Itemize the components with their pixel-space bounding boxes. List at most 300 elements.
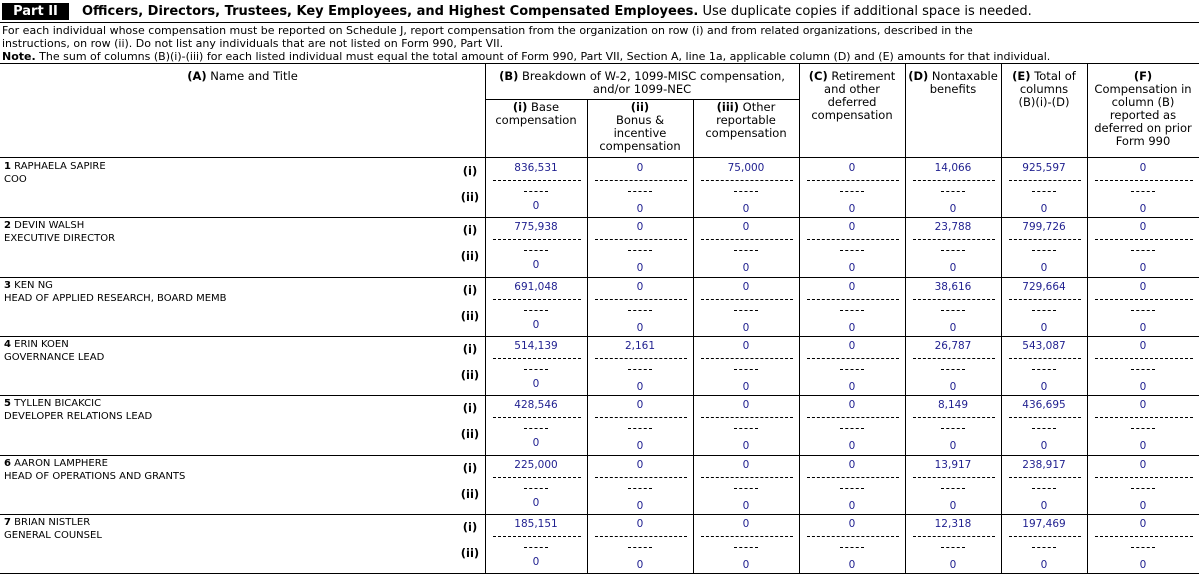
person-name-line bbox=[4, 398, 101, 410]
value-row-i: 0 bbox=[848, 340, 856, 352]
dashed-separator bbox=[524, 369, 548, 370]
dashed-separator bbox=[524, 488, 548, 489]
value-row-ii: 0 bbox=[1040, 440, 1048, 452]
dashed-separator bbox=[734, 310, 758, 311]
dashed-separator bbox=[840, 191, 864, 192]
value-row-i: 0 bbox=[848, 162, 856, 174]
dashed-separator bbox=[628, 547, 652, 548]
dashed-separator bbox=[1032, 310, 1056, 311]
dashed-separator bbox=[701, 180, 793, 181]
col-line bbox=[1001, 63, 1002, 573]
dashed-separator bbox=[524, 428, 548, 429]
dashed-separator bbox=[628, 488, 652, 489]
person-name: TYLLEN BICAKCIC bbox=[14, 398, 102, 409]
value-row-ii: 0 bbox=[1040, 500, 1048, 512]
table-top-border bbox=[0, 63, 1199, 64]
note-label: Note. bbox=[2, 50, 36, 63]
value-row-i: 0 bbox=[848, 281, 856, 293]
value-row-i: 14,066 bbox=[934, 162, 972, 174]
value-row-i: 0 bbox=[848, 399, 856, 411]
row-marker-ii: (ii) bbox=[460, 309, 480, 323]
row-number: 7 bbox=[4, 517, 11, 528]
row-divider bbox=[0, 455, 1199, 456]
value-row-ii: 0 bbox=[532, 319, 540, 331]
divider bbox=[0, 22, 1199, 23]
dashed-separator bbox=[734, 428, 758, 429]
dashed-separator bbox=[941, 428, 965, 429]
row-divider bbox=[0, 395, 1199, 396]
dashed-separator bbox=[807, 417, 899, 418]
dashed-separator bbox=[493, 180, 581, 181]
col-f-header bbox=[1087, 70, 1199, 148]
person-name: AARON LAMPHERE bbox=[14, 458, 108, 469]
value-row-ii: 0 bbox=[636, 203, 644, 215]
person-title: HEAD OF OPERATIONS AND GRANTS bbox=[4, 471, 186, 482]
value-row-i: 0 bbox=[742, 518, 750, 530]
value-row-ii: 0 bbox=[636, 500, 644, 512]
col-d-letter: (D) bbox=[908, 69, 929, 83]
dashed-separator bbox=[840, 250, 864, 251]
value-row-i: 8,149 bbox=[937, 399, 969, 411]
dashed-separator bbox=[807, 299, 899, 300]
dashed-separator bbox=[941, 250, 965, 251]
dashed-separator bbox=[1032, 488, 1056, 489]
dashed-separator bbox=[524, 191, 548, 192]
col-b-header bbox=[485, 70, 799, 96]
value-row-i: 0 bbox=[742, 281, 750, 293]
person-title: GENERAL COUNSEL bbox=[4, 530, 102, 541]
dashed-separator bbox=[807, 536, 899, 537]
value-row-i: 836,531 bbox=[514, 162, 558, 174]
dashed-separator bbox=[493, 358, 581, 359]
value-row-ii: 0 bbox=[742, 203, 750, 215]
row-divider bbox=[0, 217, 1199, 218]
part-title bbox=[82, 3, 1032, 20]
value-row-i: 0 bbox=[636, 518, 644, 530]
dashed-separator bbox=[807, 358, 899, 359]
value-row-ii: 0 bbox=[1139, 440, 1147, 452]
person-title: EXECUTIVE DIRECTOR bbox=[4, 233, 116, 244]
col-b2-text2: incentive bbox=[613, 126, 667, 140]
person-name-line bbox=[4, 280, 53, 292]
row-marker-i: (i) bbox=[462, 342, 478, 356]
dashed-separator bbox=[1032, 191, 1056, 192]
row-marker-i: (i) bbox=[462, 164, 478, 178]
value-row-i: 26,787 bbox=[934, 340, 972, 352]
dashed-separator bbox=[1009, 477, 1081, 478]
col-b1-header bbox=[485, 101, 587, 127]
dashed-separator bbox=[913, 299, 995, 300]
dashed-separator bbox=[913, 239, 995, 240]
col-e-header bbox=[1001, 70, 1087, 109]
row-divider bbox=[0, 336, 1199, 337]
row-marker-ii: (ii) bbox=[460, 487, 480, 501]
value-row-ii: 0 bbox=[636, 322, 644, 334]
col-a-text: Name and Title bbox=[210, 69, 298, 83]
value-row-ii: 0 bbox=[742, 500, 750, 512]
value-row-ii: 0 bbox=[742, 559, 750, 571]
value-row-i: 729,664 bbox=[1022, 281, 1066, 293]
dashed-separator bbox=[628, 191, 652, 192]
dashed-separator bbox=[840, 369, 864, 370]
dashed-separator bbox=[1009, 299, 1081, 300]
value-row-i: 38,616 bbox=[934, 281, 972, 293]
value-row-i: 225,000 bbox=[514, 459, 558, 471]
person-name: BRIAN NISTLER bbox=[14, 517, 91, 528]
value-row-ii: 0 bbox=[949, 322, 957, 334]
row-number: 2 bbox=[4, 220, 11, 231]
person-name: DEVIN WALSH bbox=[14, 220, 85, 231]
value-row-ii: 0 bbox=[532, 437, 540, 449]
row-marker-ii: (ii) bbox=[460, 249, 480, 263]
col-d-header bbox=[905, 70, 1001, 96]
value-row-i: 799,726 bbox=[1022, 221, 1066, 233]
value-row-ii: 0 bbox=[742, 262, 750, 274]
person-name: ERIN KOEN bbox=[14, 339, 69, 350]
col-b1-letter: (i) bbox=[512, 100, 528, 114]
dashed-separator bbox=[628, 369, 652, 370]
person-name-line bbox=[4, 517, 90, 529]
dashed-separator bbox=[701, 239, 793, 240]
value-row-i: 0 bbox=[636, 281, 644, 293]
value-row-ii: 0 bbox=[1139, 381, 1147, 393]
dashed-separator bbox=[913, 358, 995, 359]
col-e-text2: columns bbox=[1019, 82, 1069, 96]
value-row-i: 238,917 bbox=[1022, 459, 1066, 471]
dashed-separator bbox=[628, 310, 652, 311]
col-b1-text2: compensation bbox=[495, 113, 577, 127]
value-row-ii: 0 bbox=[949, 381, 957, 393]
col-b2-header bbox=[587, 101, 693, 153]
instruction-line-1: For each individual whose compensation must be reported on Schedule J, report compensation from the organization on row (i) and from related organizations, described in the bbox=[2, 24, 973, 37]
col-line bbox=[799, 63, 800, 573]
dashed-separator bbox=[840, 488, 864, 489]
dashed-separator bbox=[1131, 428, 1155, 429]
value-row-ii: 0 bbox=[848, 559, 856, 571]
col-f-text1: Compensation in bbox=[1094, 82, 1192, 96]
dashed-separator bbox=[941, 369, 965, 370]
dashed-separator bbox=[1131, 488, 1155, 489]
dashed-separator bbox=[628, 428, 652, 429]
dashed-separator bbox=[913, 477, 995, 478]
value-row-ii: 0 bbox=[848, 262, 856, 274]
dashed-separator bbox=[1131, 547, 1155, 548]
value-row-i: 0 bbox=[1139, 518, 1147, 530]
dashed-separator bbox=[701, 358, 793, 359]
value-row-ii: 0 bbox=[1139, 559, 1147, 571]
value-row-ii: 0 bbox=[1040, 381, 1048, 393]
value-row-ii: 0 bbox=[949, 440, 957, 452]
person-title: COO bbox=[4, 174, 27, 185]
value-row-i: 543,087 bbox=[1022, 340, 1066, 352]
value-row-ii: 0 bbox=[532, 259, 540, 271]
value-row-i: 13,917 bbox=[934, 459, 972, 471]
dashed-separator bbox=[913, 536, 995, 537]
dashed-separator bbox=[1009, 180, 1081, 181]
dashed-separator bbox=[524, 250, 548, 251]
value-row-i: 0 bbox=[1139, 399, 1147, 411]
dashed-separator bbox=[524, 547, 548, 548]
col-b-text1: Breakdown of W-2, 1099-MISC compensation, bbox=[522, 69, 785, 83]
col-c-letter: (C) bbox=[808, 69, 828, 83]
person-name-line bbox=[4, 161, 106, 173]
value-row-i: 0 bbox=[742, 459, 750, 471]
dashed-separator bbox=[734, 488, 758, 489]
dashed-separator bbox=[1131, 310, 1155, 311]
col-b2-text1: Bonus & bbox=[615, 113, 665, 127]
part-heading: Officers, Directors, Trustees, Key Employees, and Highest Compensated Employees. bbox=[82, 4, 699, 19]
value-row-i: 0 bbox=[1139, 221, 1147, 233]
dashed-separator bbox=[701, 299, 793, 300]
value-row-ii: 0 bbox=[848, 381, 856, 393]
value-row-ii: 0 bbox=[949, 262, 957, 274]
col-c-text2: and other bbox=[824, 82, 880, 96]
col-b3-text2: reportable bbox=[716, 113, 776, 127]
col-e-text3: (B)(i)-(D) bbox=[1018, 95, 1070, 109]
note-text: The sum of columns (B)(i)-(iii) for each listed individual must equal the total amount of Form 990, Part VII, Section A, line 1a, applicable column (D) and (E) amounts for that individual. bbox=[39, 50, 1051, 63]
value-row-i: 0 bbox=[848, 518, 856, 530]
dashed-separator bbox=[493, 477, 581, 478]
value-row-ii: 0 bbox=[1139, 322, 1147, 334]
dashed-separator bbox=[1095, 417, 1193, 418]
value-row-i: 0 bbox=[1139, 340, 1147, 352]
value-row-ii: 0 bbox=[1040, 559, 1048, 571]
dashed-separator bbox=[1009, 536, 1081, 537]
person-title: HEAD OF APPLIED RESEARCH, BOARD MEMB bbox=[4, 293, 227, 304]
dashed-separator bbox=[595, 536, 687, 537]
header-bottom-border bbox=[0, 157, 1199, 158]
row-number: 4 bbox=[4, 339, 11, 350]
value-row-i: 75,000 bbox=[727, 162, 765, 174]
row-marker-i: (i) bbox=[462, 520, 478, 534]
row-marker-ii: (ii) bbox=[460, 368, 480, 382]
col-b3-text3: compensation bbox=[705, 126, 787, 140]
dashed-separator bbox=[1032, 547, 1056, 548]
value-row-ii: 0 bbox=[742, 322, 750, 334]
col-e-letter: (E) bbox=[1012, 69, 1031, 83]
value-row-i: 0 bbox=[742, 340, 750, 352]
col-b3-text1: Other bbox=[742, 100, 776, 114]
person-name-line bbox=[4, 458, 108, 470]
dashed-separator bbox=[941, 547, 965, 548]
row-marker-i: (i) bbox=[462, 461, 478, 475]
col-c-text4: compensation bbox=[811, 108, 893, 122]
value-row-ii: 0 bbox=[848, 322, 856, 334]
value-row-i: 197,469 bbox=[1022, 518, 1066, 530]
dashed-separator bbox=[493, 299, 581, 300]
value-row-ii: 0 bbox=[636, 559, 644, 571]
dashed-separator bbox=[1032, 428, 1056, 429]
dashed-separator bbox=[493, 239, 581, 240]
value-row-ii: 0 bbox=[532, 200, 540, 212]
dashed-separator bbox=[807, 477, 899, 478]
dashed-separator bbox=[1032, 250, 1056, 251]
dashed-separator bbox=[493, 536, 581, 537]
value-row-i: 0 bbox=[742, 221, 750, 233]
person-name-line bbox=[4, 220, 84, 232]
col-d-text1: Nontaxable bbox=[931, 69, 998, 83]
instruction-line-2: instructions, on row (ii). Do not list any individuals that are not listed on Form 990, Part VII. bbox=[2, 37, 504, 50]
value-row-i: 925,597 bbox=[1022, 162, 1066, 174]
value-row-i: 428,546 bbox=[514, 399, 558, 411]
col-b-text2: and/or 1099-NEC bbox=[592, 82, 692, 96]
value-row-i: 0 bbox=[848, 221, 856, 233]
part-label: Part II bbox=[2, 3, 69, 20]
value-row-i: 0 bbox=[1139, 162, 1147, 174]
col-b3-letter: (iii) bbox=[716, 100, 740, 114]
dashed-separator bbox=[840, 310, 864, 311]
value-row-i: 0 bbox=[636, 399, 644, 411]
dashed-separator bbox=[1009, 417, 1081, 418]
value-row-i: 0 bbox=[1139, 459, 1147, 471]
dashed-separator bbox=[1009, 358, 1081, 359]
dashed-separator bbox=[941, 488, 965, 489]
dashed-separator bbox=[941, 191, 965, 192]
col-f-text4: deferred on prior bbox=[1094, 121, 1192, 135]
dashed-separator bbox=[807, 180, 899, 181]
row-marker-ii: (ii) bbox=[460, 190, 480, 204]
dashed-separator bbox=[628, 250, 652, 251]
row-number: 5 bbox=[4, 398, 11, 409]
value-row-ii: 0 bbox=[532, 378, 540, 390]
value-row-ii: 0 bbox=[636, 381, 644, 393]
person-name-line bbox=[4, 339, 69, 351]
row-divider bbox=[0, 277, 1199, 278]
dashed-separator bbox=[913, 180, 995, 181]
value-row-i: 0 bbox=[636, 459, 644, 471]
col-c-header bbox=[799, 70, 905, 122]
row-marker-ii: (ii) bbox=[460, 427, 480, 441]
value-row-i: 691,048 bbox=[514, 281, 558, 293]
row-number: 6 bbox=[4, 458, 11, 469]
dashed-separator bbox=[734, 369, 758, 370]
value-row-i: 775,938 bbox=[514, 221, 558, 233]
dashed-separator bbox=[524, 310, 548, 311]
b-sub-divider bbox=[485, 99, 799, 100]
col-a-header bbox=[0, 70, 485, 83]
dashed-separator bbox=[734, 250, 758, 251]
value-row-ii: 0 bbox=[949, 203, 957, 215]
value-row-ii: 0 bbox=[1139, 500, 1147, 512]
dashed-separator bbox=[1131, 191, 1155, 192]
dashed-separator bbox=[840, 428, 864, 429]
value-row-i: 0 bbox=[742, 399, 750, 411]
value-row-i: 436,695 bbox=[1022, 399, 1066, 411]
dashed-separator bbox=[595, 358, 687, 359]
dashed-separator bbox=[1032, 369, 1056, 370]
col-b2-letter: (ii) bbox=[630, 100, 650, 114]
row-marker-ii: (ii) bbox=[460, 546, 480, 560]
person-name: KEN NG bbox=[14, 280, 53, 291]
dashed-separator bbox=[595, 299, 687, 300]
value-row-i: 0 bbox=[636, 162, 644, 174]
row-divider bbox=[0, 514, 1199, 515]
col-f-text2: column (B) bbox=[1111, 95, 1175, 109]
dashed-separator bbox=[595, 180, 687, 181]
row-number: 1 bbox=[4, 161, 11, 172]
dashed-separator bbox=[1095, 180, 1193, 181]
value-row-ii: 0 bbox=[532, 497, 540, 509]
dashed-separator bbox=[1095, 299, 1193, 300]
col-b3-header bbox=[693, 101, 799, 140]
person-title: GOVERNANCE LEAD bbox=[4, 352, 105, 363]
dashed-separator bbox=[701, 536, 793, 537]
col-b1-text1: Base bbox=[531, 100, 560, 114]
value-row-i: 185,151 bbox=[514, 518, 558, 530]
row-marker-i: (i) bbox=[462, 283, 478, 297]
dashed-separator bbox=[595, 417, 687, 418]
dashed-separator bbox=[1131, 369, 1155, 370]
note-line bbox=[2, 50, 1050, 63]
value-row-ii: 0 bbox=[636, 440, 644, 452]
dashed-separator bbox=[734, 547, 758, 548]
value-row-ii: 0 bbox=[636, 262, 644, 274]
col-c-text1: Retirement bbox=[831, 69, 896, 83]
col-d-text2: benefits bbox=[929, 82, 977, 96]
dashed-separator bbox=[701, 477, 793, 478]
dashed-separator bbox=[1095, 477, 1193, 478]
col-e-text1: Total of bbox=[1034, 69, 1076, 83]
dashed-separator bbox=[734, 191, 758, 192]
value-row-ii: 0 bbox=[848, 500, 856, 512]
dashed-separator bbox=[1095, 536, 1193, 537]
col-line bbox=[1087, 63, 1088, 573]
value-row-ii: 0 bbox=[1139, 203, 1147, 215]
dashed-separator bbox=[1009, 239, 1081, 240]
value-row-ii: 0 bbox=[949, 559, 957, 571]
col-line bbox=[905, 63, 906, 573]
value-row-ii: 0 bbox=[532, 556, 540, 568]
value-row-ii: 0 bbox=[742, 381, 750, 393]
row-marker-i: (i) bbox=[462, 223, 478, 237]
dashed-separator bbox=[1095, 239, 1193, 240]
value-row-i: 0 bbox=[1139, 281, 1147, 293]
dashed-separator bbox=[941, 310, 965, 311]
value-row-ii: 0 bbox=[949, 500, 957, 512]
dashed-separator bbox=[1095, 358, 1193, 359]
col-a-letter: (A) bbox=[187, 69, 207, 83]
value-row-ii: 0 bbox=[742, 440, 750, 452]
value-row-ii: 0 bbox=[848, 203, 856, 215]
value-row-ii: 0 bbox=[848, 440, 856, 452]
part-subtitle: Use duplicate copies if additional space is needed. bbox=[702, 4, 1032, 19]
col-b-letter: (B) bbox=[499, 69, 519, 83]
value-row-ii: 0 bbox=[1139, 262, 1147, 274]
col-f-text3: reported as bbox=[1109, 108, 1177, 122]
dashed-separator bbox=[807, 239, 899, 240]
value-row-i: 0 bbox=[636, 221, 644, 233]
col-c-text3: deferred bbox=[827, 95, 877, 109]
dashed-separator bbox=[840, 547, 864, 548]
dashed-separator bbox=[595, 239, 687, 240]
col-f-letter: (F) bbox=[1133, 69, 1153, 83]
value-row-ii: 0 bbox=[1040, 203, 1048, 215]
dashed-separator bbox=[701, 417, 793, 418]
person-title: DEVELOPER RELATIONS LEAD bbox=[4, 411, 153, 422]
dashed-separator bbox=[493, 417, 581, 418]
value-row-ii: 0 bbox=[1040, 322, 1048, 334]
person-name: RAPHAELA SAPIRE bbox=[14, 161, 106, 172]
value-row-i: 0 bbox=[848, 459, 856, 471]
value-row-i: 2,161 bbox=[624, 340, 656, 352]
row-marker-i: (i) bbox=[462, 401, 478, 415]
value-row-i: 12,318 bbox=[934, 518, 972, 530]
dashed-separator bbox=[1131, 250, 1155, 251]
col-b2-text3: compensation bbox=[599, 139, 681, 153]
row-number: 3 bbox=[4, 280, 11, 291]
value-row-ii: 0 bbox=[1040, 262, 1048, 274]
dashed-separator bbox=[913, 417, 995, 418]
